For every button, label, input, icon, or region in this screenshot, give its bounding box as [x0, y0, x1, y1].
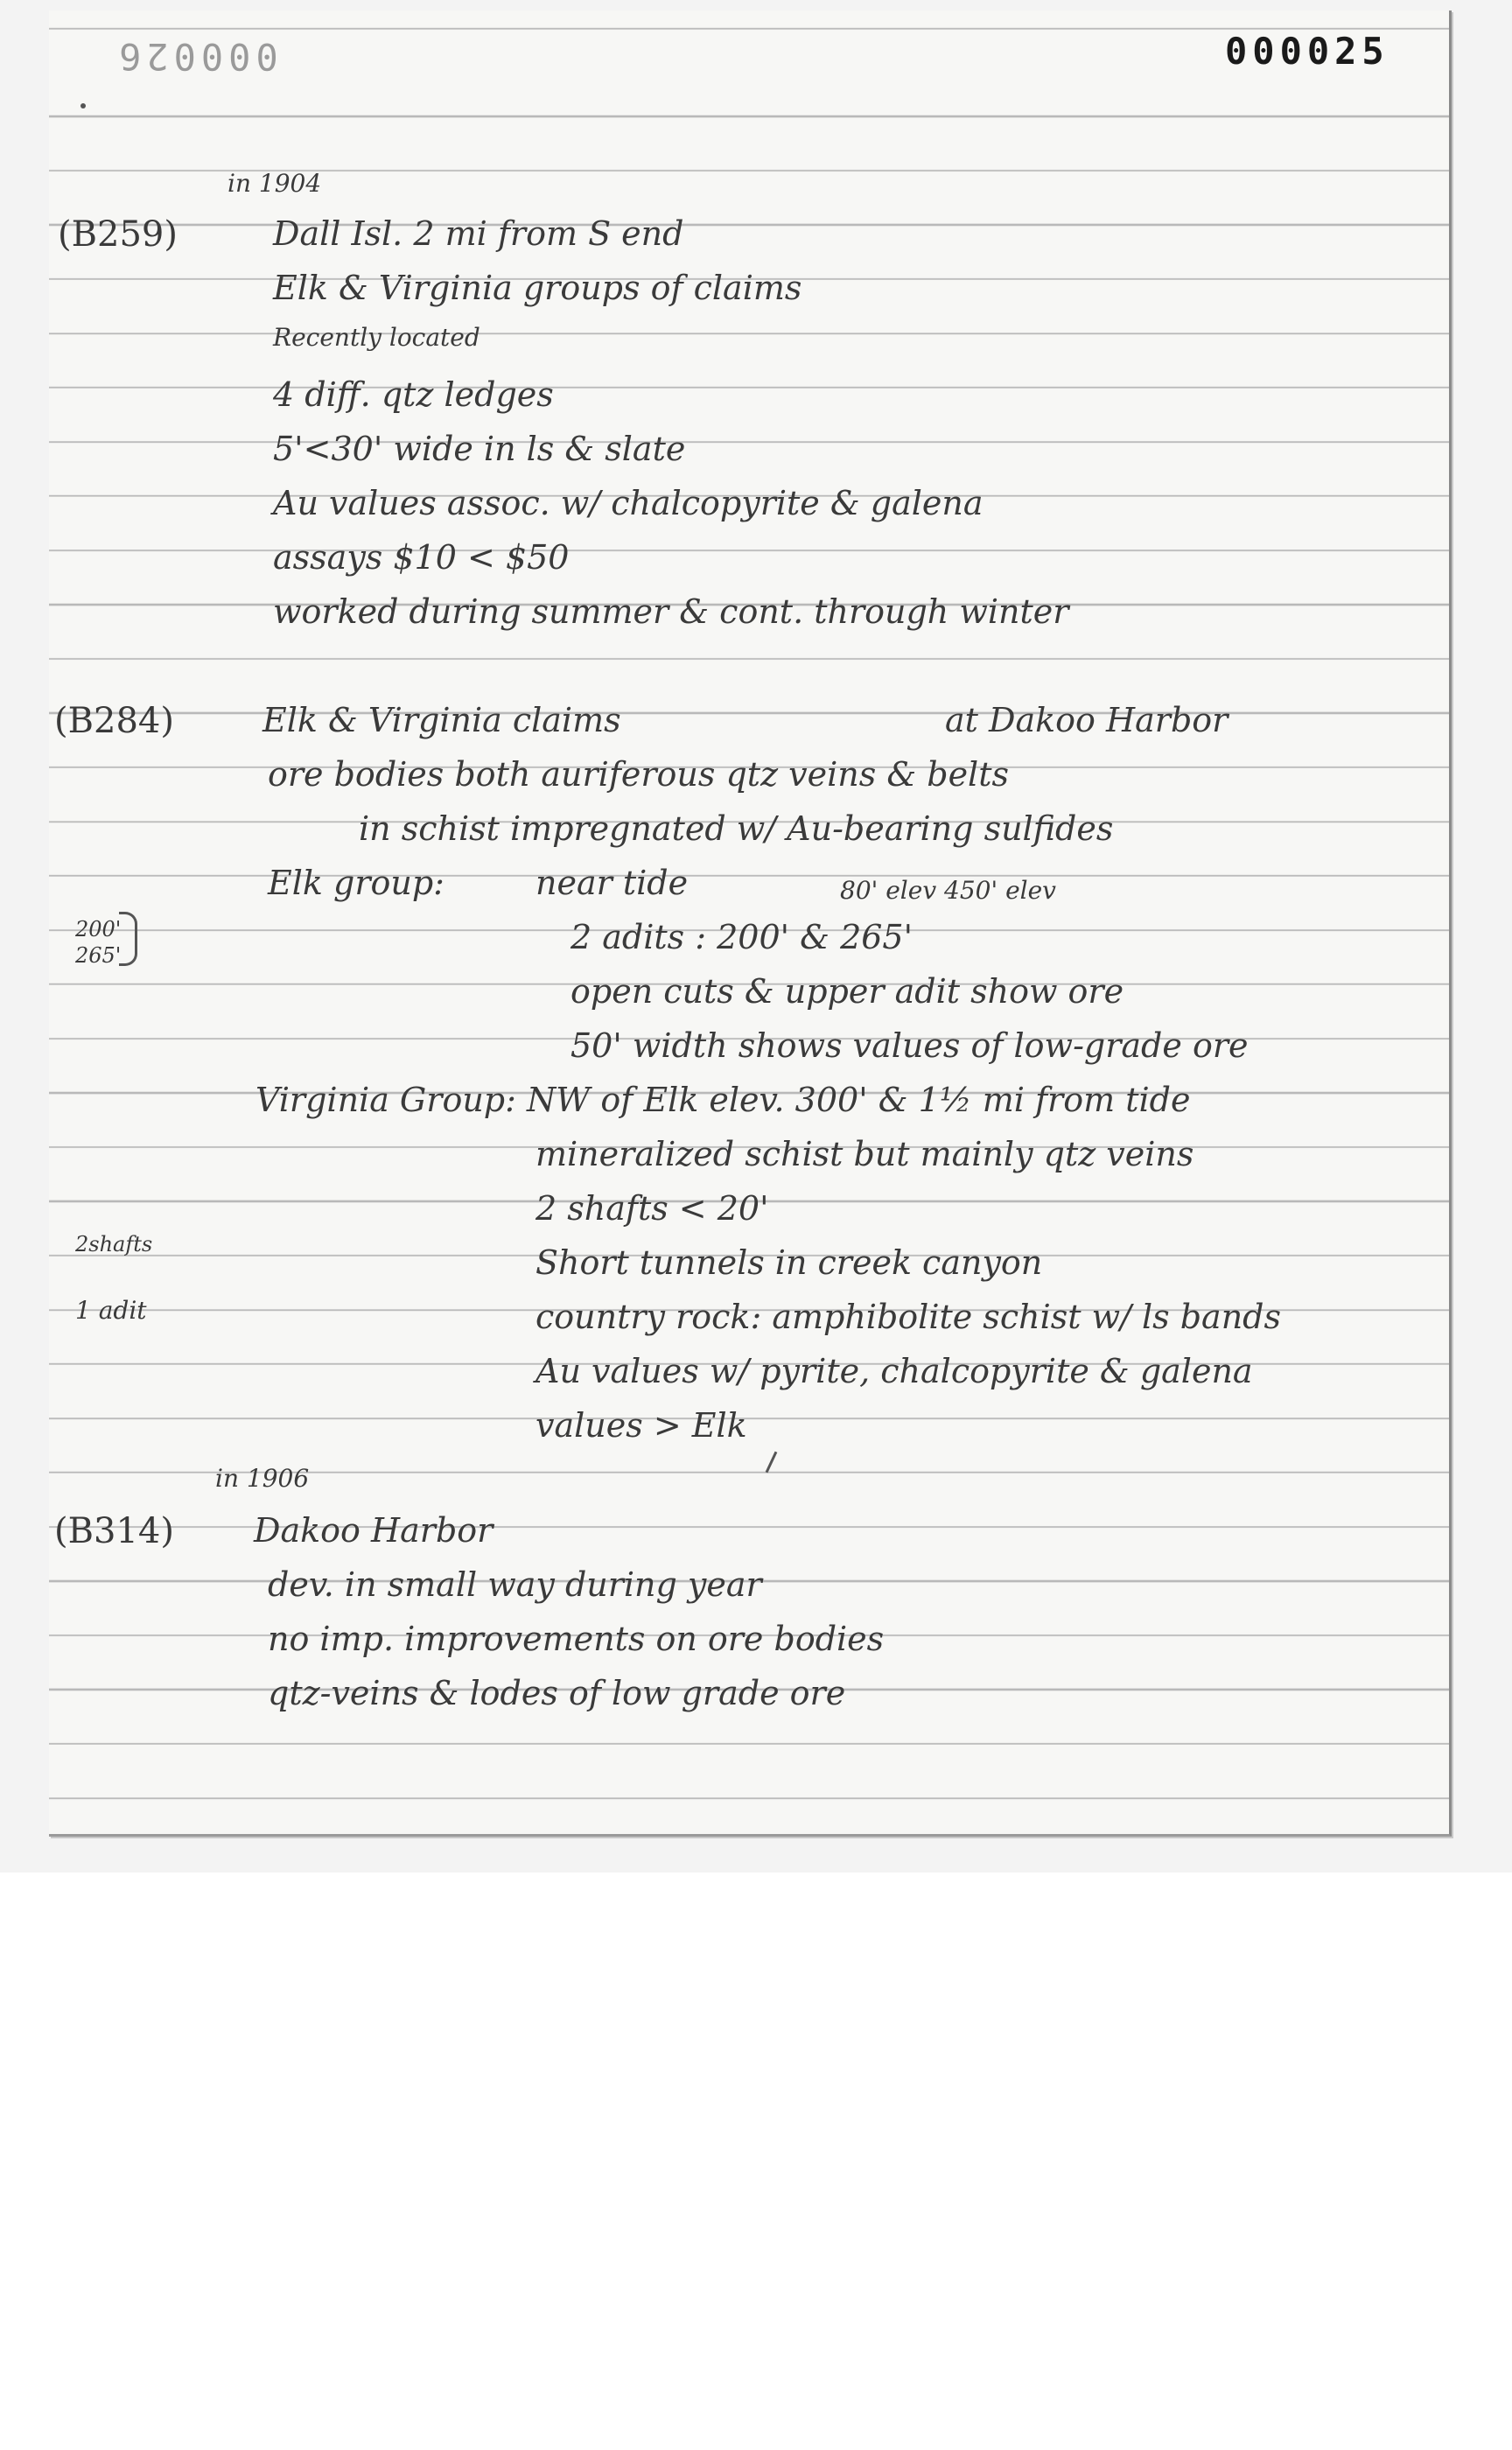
note-line: qtz-veins & lodes of low grade ore	[268, 1674, 846, 1712]
note-line: Dakoo Harbor	[254, 1511, 494, 1550]
ink-dot	[80, 103, 86, 108]
entry-year-note: in 1904	[228, 169, 322, 198]
note-line: 2 shafts < 20'	[536, 1189, 769, 1228]
note-line: Elk & Virginia groups of claims	[273, 269, 802, 307]
note-line: no imp. improvements on ore bodies	[268, 1620, 885, 1658]
margin-note: 1 adit	[75, 1296, 147, 1325]
entry-reference: (B314)	[54, 1511, 174, 1551]
note-line: open cuts & upper adit show ore	[570, 972, 1124, 1011]
note-line: Dall Isl. 2 mi from S end	[273, 214, 684, 253]
note-line: at Dakoo Harbor	[945, 701, 1228, 739]
margin-brace	[119, 912, 137, 966]
note-line: Recently located	[273, 323, 480, 352]
entry-year-note: in 1906	[215, 1464, 310, 1493]
note-line: dev. in small way during year	[268, 1565, 762, 1604]
margin-note: 200'	[75, 917, 122, 942]
margin-note: 265'	[75, 943, 122, 968]
note-line: Elk group:	[268, 864, 444, 902]
note-line: country rock: amphibolite schist w/ ls bands	[536, 1298, 1281, 1336]
ghost-page-stamp: 000026	[114, 35, 278, 78]
note-line: 2 adits : 200' & 265'	[570, 918, 914, 956]
entry-reference: (B284)	[54, 701, 174, 741]
entry-reference: (B259)	[58, 214, 178, 255]
note-line: near tide	[536, 864, 689, 902]
note-line: Au values assoc. w/ chalcopyrite & galena	[273, 484, 984, 522]
note-line: Virginia Group: NW of Elk elev. 300' & 1½ mi from tide	[256, 1081, 1191, 1119]
margin-note: 2shafts	[75, 1232, 153, 1256]
note-line: 4 diff. qtz ledges	[273, 375, 554, 414]
note-line: ore bodies both auriferous qtz veins & belts	[268, 755, 1009, 794]
note-line: values > Elk	[536, 1406, 747, 1445]
note-line: 80' elev 450' elev	[840, 876, 1056, 905]
note-line: Elk & Virginia claims	[262, 701, 621, 739]
note-line: in schist impregnated w/ Au-bearing sulfides	[359, 809, 1114, 848]
note-line: Short tunnels in creek canyon	[536, 1243, 1043, 1282]
note-line: Au values w/ pyrite, chalcopyrite & galena	[536, 1352, 1253, 1390]
page-number-stamp: 000025	[1225, 30, 1390, 73]
note-line: assays $10 < $50	[273, 538, 570, 577]
note-line: mineralized schist but mainly qtz veins	[536, 1135, 1194, 1173]
note-line: 50' width shows values of low-grade ore	[570, 1026, 1249, 1065]
note-line: worked during summer & cont. through winter	[273, 592, 1069, 631]
note-line: 5'<30' wide in ls & slate	[273, 430, 686, 468]
